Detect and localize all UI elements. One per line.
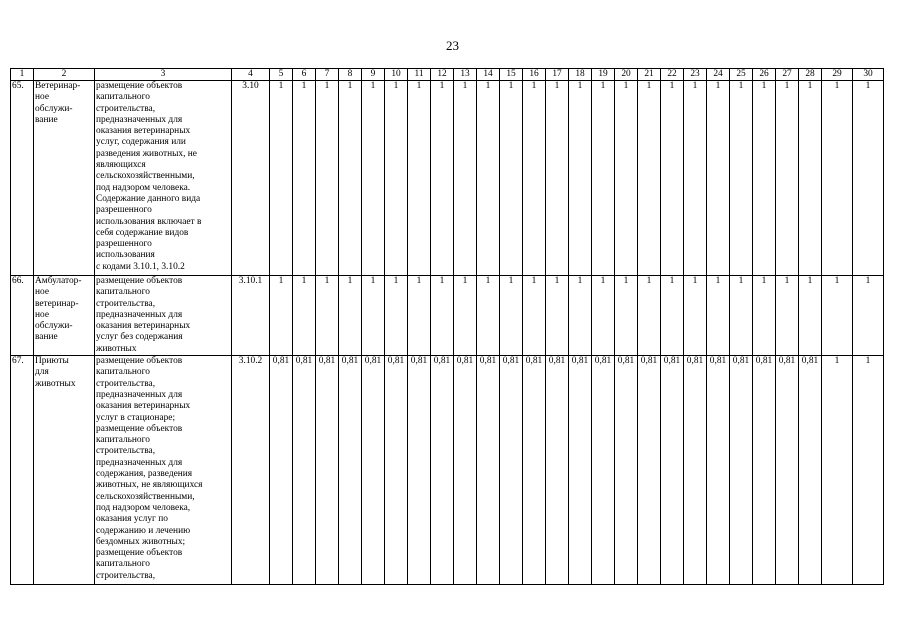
header-row [11,69,884,81]
value-cell: 1 [753,81,776,276]
use-description [95,81,232,276]
col-header: 24 [707,69,730,81]
value-cell: 1 [592,276,615,356]
col-header: 29 [822,69,853,81]
col-header: 2 [34,69,95,81]
value-cell: 1 [730,81,753,276]
value-cell: 1 [569,276,592,356]
use-description-text: размещение объектов капитального строительства, предназначенных для оказания ветеринарных услуг в стационаре; размещение объектов капитального строительства, предназначенных для содержания, разведения животных, не являющихся сельскохозяйственными, под надзором человека, оказания услуг по содержанию и лечению бездомных животных; размещение объектов капитального строительства, [96,356,203,581]
value-cell: 0,81 [776,356,799,585]
use-description [95,276,232,356]
col-header: 17 [546,69,569,81]
value-cell: 0,81 [546,356,569,585]
value-cell: 0,81 [730,356,753,585]
value-cell: 1 [707,276,730,356]
value-cell: 1 [776,81,799,276]
col-header: 25 [730,69,753,81]
col-header: 16 [523,69,546,81]
use-description-text: размещение объектов капитального строительства, предназначенных для оказания ветеринарных услуг без содержания животных [96,276,191,354]
value-cell: 0,81 [293,356,316,585]
use-name-text: Ветеринар- ное обслужи- вание [35,81,81,125]
value-cell: 1 [853,276,884,356]
value-cell: 0,81 [684,356,707,585]
value-cell: 1 [615,276,638,356]
value-cell: 1 [592,81,615,276]
value-cell: 1 [385,81,408,276]
value-cell: 1 [316,276,339,356]
value-cell: 1 [293,276,316,356]
value-cell: 1 [500,276,523,356]
value-cell: 0,81 [523,356,546,585]
value-cell: 1 [477,81,500,276]
value-cell: 1 [293,81,316,276]
col-header: 27 [776,69,799,81]
value-cell: 0,81 [592,356,615,585]
col-header: 18 [569,69,592,81]
value-cell: 1 [661,81,684,276]
col-header: 6 [293,69,316,81]
value-cell: 0,81 [408,356,431,585]
col-header: 3 [95,69,232,81]
value-cell: 1 [707,81,730,276]
use-name [34,356,95,585]
col-header: 11 [408,69,431,81]
value-cell: 1 [270,81,293,276]
value-cell: 1 [799,276,822,356]
col-header: 21 [638,69,661,81]
value-cell: 0,81 [477,356,500,585]
value-cell: 0,81 [270,356,293,585]
value-cell: 0,81 [753,356,776,585]
value-cell: 1 [546,276,569,356]
value-cell: 1 [684,276,707,356]
value-cell: 1 [822,81,853,276]
value-cell: 1 [408,81,431,276]
value-cell: 1 [339,81,362,276]
table-row [11,81,884,276]
col-header: 10 [385,69,408,81]
use-code: 3.10.1 [232,276,270,356]
value-cell: 1 [661,276,684,356]
value-cell: 1 [853,356,884,585]
col-header: 1 [11,69,34,81]
use-description [95,356,232,585]
col-header: 26 [753,69,776,81]
value-cell: 0,81 [339,356,362,585]
value-cell: 0,81 [500,356,523,585]
use-description-text: размещение объектов капитального строительства, предназначенных для оказания ветеринарных услуг, содержания или разведения животных, не являющихся сельскохозяйственными, под надзором человека. Содержание данного вида разрешенного использования включает в себя содержание видов разрешенного использования с кодами 3.10.1, 3.10.2 [96,81,202,272]
value-cell: 1 [569,81,592,276]
value-cell: 1 [454,81,477,276]
value-cell: 1 [822,276,853,356]
value-cell: 1 [822,356,853,585]
col-header: 23 [684,69,707,81]
value-cell: 0,81 [638,356,661,585]
col-header: 9 [362,69,385,81]
col-header: 14 [477,69,500,81]
value-cell: 1 [431,81,454,276]
col-header: 20 [615,69,638,81]
value-cell: 0,81 [569,356,592,585]
col-header: 12 [431,69,454,81]
value-cell: 1 [431,276,454,356]
value-cell: 0,81 [431,356,454,585]
value-cell: 1 [408,276,431,356]
value-cell: 1 [615,81,638,276]
value-cell: 1 [776,276,799,356]
value-cell: 1 [270,276,293,356]
value-cell: 1 [546,81,569,276]
value-cell: 1 [385,276,408,356]
value-cell: 1 [523,276,546,356]
col-header: 30 [853,69,884,81]
col-header: 5 [270,69,293,81]
use-code: 3.10 [232,81,270,276]
value-cell: 1 [477,276,500,356]
value-cell: 1 [316,81,339,276]
row-number: 65. [11,81,34,276]
value-cell: 0,81 [707,356,730,585]
use-name-text: Приюты для животных [35,356,76,389]
value-cell: 1 [362,81,385,276]
value-cell: 0,81 [362,356,385,585]
value-cell: 0,81 [385,356,408,585]
value-cell: 1 [753,276,776,356]
value-cell: 0,81 [316,356,339,585]
col-header: 7 [316,69,339,81]
value-cell: 1 [730,276,753,356]
page-number: 23 [446,38,459,53]
zoning-table [10,68,884,585]
value-cell: 1 [799,81,822,276]
row-number: 67. [11,356,34,585]
table-row [11,356,884,585]
use-name [34,81,95,276]
use-name-text: Амбулатор- ное ветеринар- ное обслужи- вание [35,276,82,343]
table-row [11,276,884,356]
value-cell: 1 [500,81,523,276]
use-code: 3.10.2 [232,356,270,585]
col-header: 8 [339,69,362,81]
col-header: 13 [454,69,477,81]
col-header: 22 [661,69,684,81]
value-cell: 1 [684,81,707,276]
value-cell: 1 [638,276,661,356]
value-cell: 1 [362,276,385,356]
use-name [34,276,95,356]
value-cell: 0,81 [454,356,477,585]
value-cell: 0,81 [615,356,638,585]
col-header: 4 [232,69,270,81]
col-header: 15 [500,69,523,81]
col-header: 28 [799,69,822,81]
value-cell: 1 [853,81,884,276]
value-cell: 0,81 [799,356,822,585]
value-cell: 1 [523,81,546,276]
value-cell: 1 [339,276,362,356]
row-number: 66. [11,276,34,356]
value-cell: 1 [454,276,477,356]
value-cell: 1 [638,81,661,276]
col-header: 19 [592,69,615,81]
value-cell: 0,81 [661,356,684,585]
